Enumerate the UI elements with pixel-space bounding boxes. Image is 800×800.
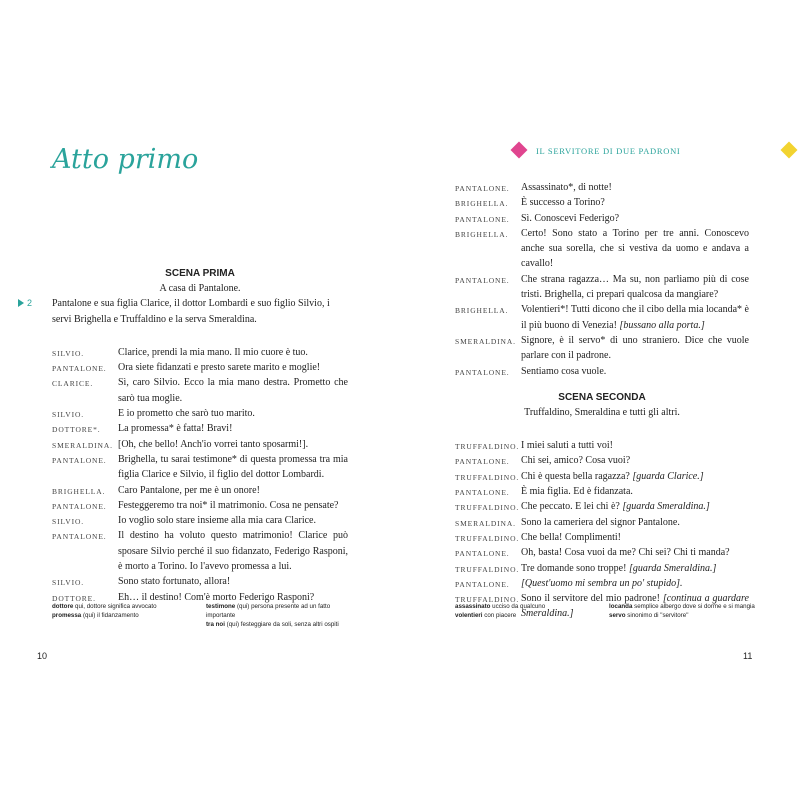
- dialogue-text: [521, 530, 749, 545]
- speaker-name: PANTALONE.: [455, 214, 510, 224]
- speaker-name: TRUFFALDINO.: [455, 442, 520, 452]
- dialogue-text: [521, 302, 749, 333]
- glossary-entry: [206, 602, 356, 620]
- spacer: [455, 420, 749, 438]
- dialogue-line: [455, 438, 749, 453]
- dialogue-text: [118, 421, 348, 436]
- dialogue-line: [455, 195, 749, 210]
- audio-track-button[interactable]: [18, 297, 48, 309]
- dialogue-line: [455, 302, 749, 333]
- glossary-term: volentieri: [455, 612, 483, 619]
- speaker-name: TRUFFALDINO.: [455, 595, 520, 605]
- speaker-name: BRIGHELLA.: [52, 486, 106, 496]
- dialogue-line: [52, 513, 348, 528]
- speaker-name: DOTTORE*.: [52, 425, 101, 435]
- glossary-definition: qui, dottore significa avvocato: [75, 603, 157, 610]
- page-number: 10: [37, 651, 48, 661]
- left-text-block: [27, 266, 348, 605]
- glossary-term: assassinato: [455, 603, 491, 610]
- glossary-column: [455, 602, 605, 620]
- dialogue-words: Che bella! Complimenti!: [521, 531, 621, 543]
- dialogue-line: [52, 452, 348, 483]
- speaker-name: DOTTORE.: [52, 593, 96, 603]
- dialogue-line: [455, 499, 749, 514]
- dialogue-line: [455, 333, 749, 364]
- running-header: [510, 141, 792, 163]
- dialogue-words: Clarice, prendi la mia mano. Il mio cuore è tuo.: [118, 346, 308, 358]
- dialogue-line: [455, 180, 749, 195]
- diamond-icon: [781, 142, 798, 159]
- dialogue-words: La promessa* è fatta! Bravi!: [118, 423, 233, 435]
- dialogue-line: [455, 453, 749, 468]
- glossary-term: dottore: [52, 603, 74, 610]
- glossary-definition: (qui) il fidanzamento: [82, 612, 139, 619]
- dialogue-text: [118, 360, 348, 375]
- dialogue-text: [521, 484, 749, 499]
- dialogue-line: [52, 483, 348, 498]
- glossary-entry: [52, 602, 202, 611]
- stage-direction: [guarda Smeraldina.]: [622, 501, 710, 513]
- track-number: 2: [27, 298, 33, 309]
- act-title: Atto primo: [52, 144, 199, 175]
- dialogue-text: [521, 561, 749, 576]
- dialogue-words: È successo a Torino?: [521, 197, 605, 209]
- speaker-name: SILVIO.: [52, 578, 85, 588]
- dialogue-words: Sono la cameriera del signor Pantalone.: [521, 516, 680, 528]
- glossary-entry: [206, 620, 356, 629]
- speaker-name: SMERALDINA.: [52, 440, 113, 450]
- dialogue-line: [455, 484, 749, 499]
- stage-direction: [Quest'uomo mi sembra un po' stupido].: [521, 577, 683, 589]
- dialogue-text: [118, 498, 348, 513]
- stage-direction-paragraph: [27, 296, 348, 327]
- speaker-name: TRUFFALDINO.: [455, 472, 520, 482]
- speaker-name: TRUFFALDINO.: [455, 564, 520, 574]
- dialogue-line: [455, 272, 749, 303]
- stage-direction: [guarda Smeraldina.]: [628, 562, 717, 574]
- dialogue-words: Sì, caro Silvio. Ecco la mia mano destra. Prometto che sarò tua moglie.: [118, 377, 348, 404]
- stage-direction: [continua a guardare Smeraldina.]: [521, 593, 749, 620]
- dialogue-text: [521, 333, 749, 364]
- dialogue-words: Assassinato*, di notte!: [521, 182, 612, 193]
- dialogue-words: Sono stato fortunato, allora!: [118, 576, 231, 588]
- dialogue-line: [52, 345, 348, 360]
- glossary-column: [206, 602, 356, 629]
- dialogue-line: [52, 574, 348, 589]
- glossary-definition: ucciso da qualcuno: [492, 603, 546, 610]
- right-page: [400, 0, 800, 800]
- dialogue-line: [52, 360, 348, 375]
- dialogue-words: Io voglio solo stare insieme alla mia cara Clarice.: [118, 515, 316, 527]
- dialogue-words: È mia figlia. Ed è fidanzata.: [521, 486, 633, 498]
- glossary-definition: (qui) festeggiare da soli, senza altri ospiti: [226, 621, 339, 628]
- glossary-definition: con piacere: [484, 612, 517, 619]
- dialogue-words: Chi sei, amico? Cosa vuoi?: [521, 455, 631, 467]
- speaker-name: PANTALONE.: [455, 184, 510, 193]
- scene-setting: A casa di Pantalone.: [159, 283, 241, 294]
- glossary-entry: [52, 611, 202, 620]
- glossary-term: promessa: [52, 612, 82, 619]
- scene-setting: Truffaldino, Smeraldina e tutti gli altri.: [524, 406, 680, 418]
- play-icon: [18, 299, 24, 307]
- dialogue-line: [455, 226, 749, 272]
- dialogue-words: Brighella, tu sarai testimone* di questa promessa tra mia figlia Clarice e Silvio, il figlio del dottor Lombardi.: [118, 453, 348, 481]
- dialogue-list: [455, 438, 749, 622]
- speaker-name: PANTALONE.: [52, 364, 107, 374]
- dialogue-line: [455, 561, 749, 576]
- spacer: [455, 379, 749, 390]
- dialogue-line: [52, 375, 348, 406]
- spacer: [52, 327, 348, 345]
- dialogue-text: [521, 469, 749, 484]
- glossary-entry: [455, 611, 605, 620]
- glossary-term: servo: [609, 612, 626, 619]
- glossary-term: locanda: [609, 603, 633, 610]
- glossary-entry: [609, 602, 759, 611]
- glossary-entry: [609, 611, 759, 620]
- dialogue-words: Che peccato. E lei chi è?: [521, 501, 620, 513]
- dialogue-words: Sono il servitore del mio padrone!: [521, 593, 660, 605]
- speaker-name: TRUFFALDINO.: [455, 533, 520, 543]
- dialogue-text: [118, 345, 348, 360]
- dialogue-text: [521, 515, 749, 530]
- speaker-name: SILVIO.: [52, 348, 85, 358]
- speaker-name: SILVIO.: [52, 517, 85, 527]
- speaker-name: PANTALONE.: [455, 549, 510, 559]
- speaker-name: PANTALONE.: [455, 579, 510, 589]
- dialogue-line: [455, 515, 749, 530]
- dialogue-list: [455, 180, 749, 379]
- dialogue-words: Caro Pantalone, per me è un onore!: [118, 484, 260, 496]
- dialogue-words: Certo! Sono stato a Torino per tre anni. Conoscevo anche sua sorella, che si vestiva da uomo e andava a cavallo!: [521, 227, 749, 270]
- speaker-name: PANTALONE.: [455, 488, 510, 498]
- dialogue-line: [455, 364, 749, 379]
- glossary-definition: sinonimo di "servitore": [627, 612, 689, 619]
- dialogue-line: [52, 528, 348, 574]
- glossary-term: testimone: [206, 603, 236, 610]
- dialogue-line: [455, 211, 749, 226]
- dialogue-words: Sì. Conoscevi Federigo?: [521, 212, 620, 224]
- header-title: IL SERVITORE DI DUE PADRONI: [536, 146, 681, 156]
- right-text-block: [455, 180, 749, 622]
- dialogue-words: Signore, è il servo* di uno straniero. Dice che vuole parlare con il padrone.: [521, 334, 749, 362]
- speaker-name: BRIGHELLA.: [455, 306, 509, 316]
- glossary-definition: (qui) persona presente ad un fatto importante: [206, 603, 331, 619]
- dialogue-text: [521, 226, 749, 272]
- dialogue-words: Oh, basta! Cosa vuoi da me? Chi sei? Chi ti manda?: [521, 547, 730, 559]
- dialogue-text: [521, 364, 749, 379]
- dialogue-words: Tre domande sono troppe!: [521, 562, 627, 574]
- dialogue-text: [521, 438, 749, 453]
- dialogue-text: [118, 483, 348, 498]
- speaker-name: PANTALONE.: [52, 455, 107, 465]
- speaker-name: PANTALONE.: [52, 532, 107, 542]
- speaker-name: SILVIO.: [52, 410, 85, 420]
- dialogue-line: [52, 406, 348, 421]
- dialogue-words: E io prometto che sarò tuo marito.: [118, 408, 255, 420]
- dialogue-text: [521, 195, 749, 210]
- dialogue-words: Ora siete fidanzati e presto sarete marito e moglie!: [118, 362, 321, 374]
- glossary-term: tra noi: [206, 621, 225, 628]
- glossary-column: [52, 602, 202, 620]
- diamond-icon: [511, 142, 528, 159]
- speaker-name: BRIGHELLA.: [455, 199, 509, 209]
- stage-direction: [bussano alla porta.]: [619, 319, 705, 331]
- dialogue-words: I miei saluti a tutti voi!: [521, 440, 613, 452]
- speaker-name: PANTALONE.: [52, 501, 107, 511]
- dialogue-words: Festeggeremo tra noi* il matrimonio. Cosa ne pensate?: [118, 499, 339, 511]
- dialogue-line: [52, 498, 348, 513]
- dialogue-line: [455, 530, 749, 545]
- dialogue-text: [521, 576, 749, 591]
- dialogue-words: Volentieri*! Tutti dicono che il cibo della mia locanda* è il più buono di Venezia!: [521, 304, 749, 331]
- speaker-name: BRIGHELLA.: [455, 229, 509, 239]
- speaker-name: SMERALDINA.: [455, 518, 516, 528]
- speaker-name: PANTALONE.: [455, 367, 510, 377]
- dialogue-words: Il destino ha voluto questo matrimonio! Clarice può sposare Silvio perché il suo fidanzato, Federigo Rasponi, è morto a Torino. Io l'avevo promessa a lui.: [118, 530, 348, 573]
- dialogue-text: [118, 406, 348, 421]
- glossary-definition: semplice albergo dove si dorme e si mangia: [634, 603, 755, 610]
- dialogue-line: [455, 545, 749, 560]
- speaker-name: PANTALONE.: [455, 457, 510, 467]
- speaker-name: TRUFFALDINO.: [455, 503, 520, 513]
- dialogue-text: [118, 437, 348, 452]
- dialogue-text: [521, 211, 749, 226]
- dialogue-line: [52, 421, 348, 436]
- dialogue-words: [Oh, che bello! Anch'io vorrei tanto sposarmi!].: [118, 438, 309, 450]
- dialogue-line: [455, 469, 749, 484]
- stage-direction: [guarda Clarice.]: [632, 470, 704, 482]
- dialogue-text: [521, 545, 749, 560]
- glossary-entry: [455, 602, 605, 611]
- dialogue-text: [118, 375, 348, 406]
- scene-heading: SCENA SECONDA: [558, 391, 646, 403]
- dialogue-words: Chi è questa bella ragazza?: [521, 470, 630, 482]
- dialogue-text: [118, 513, 348, 528]
- dialogue-words: Che strana ragazza… Ma su, non parliamo più di cose tristi. Brighella, ci prepari qualcosa da mangiare?: [521, 273, 749, 301]
- stage-direction-text: Pantalone e sua figlia Clarice, il dottor Lombardi e suo figlio Silvio, i servi Brighella e Truffaldino e la serva Smeraldina.: [52, 298, 330, 325]
- dialogue-words: Sentiamo cosa vuole.: [521, 365, 607, 377]
- dialogue-text: [521, 272, 749, 303]
- dialogue-line: [52, 437, 348, 452]
- page-number: 11: [743, 651, 753, 661]
- dialogue-text: [118, 528, 348, 574]
- speaker-name: PANTALONE.: [455, 275, 510, 285]
- dialogue-words: Eh… il destino! Com'è morto Federigo Rasponi?: [118, 591, 315, 603]
- dialogue-text: [521, 453, 749, 468]
- scene-heading: SCENA PRIMA: [165, 268, 235, 279]
- speaker-name: SMERALDINA.: [455, 336, 516, 346]
- dialogue-list: [52, 345, 348, 605]
- glossary-column: [609, 602, 759, 620]
- dialogue-text: [118, 452, 348, 483]
- dialogue-text: [521, 499, 749, 514]
- dialogue-text: [521, 180, 749, 195]
- speaker-name: CLARICE.: [52, 379, 94, 389]
- dialogue-text: [118, 574, 348, 589]
- dialogue-line: [455, 576, 749, 591]
